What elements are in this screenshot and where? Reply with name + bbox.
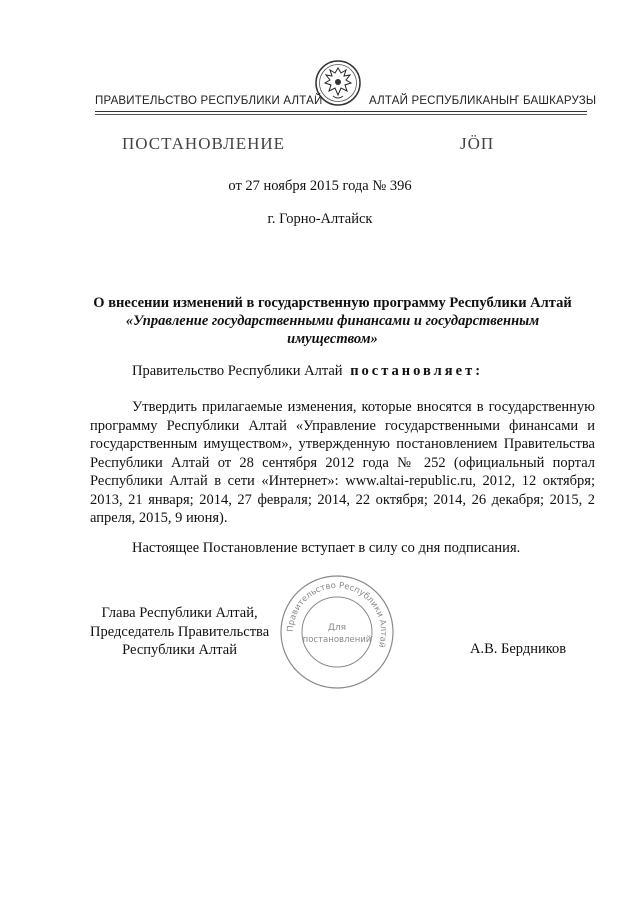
stamp-center-line-1: Для [327, 623, 347, 633]
signatory-title-line-2: Председатель Правительства [90, 623, 270, 640]
body-paragraph-2: Настоящее Постановление вступает в силу со дня подписания. [132, 540, 521, 556]
stamp-center-line-2: постановлений [302, 635, 372, 645]
title-line-1: О внесении изменений в государственную программу Республики Алтай [93, 295, 572, 311]
header-rule-secondary [95, 114, 587, 115]
city-line: г. Горно-Алтайск [267, 211, 373, 227]
header-right-title: АЛТАЙ РЕСПУБЛИКАНЫҤ БАШКАРУЗЫ [369, 95, 597, 107]
signatory-name: А.В. Бердников [470, 641, 567, 657]
date-line: от 27 ноября 2015 года № 396 [228, 178, 412, 194]
doc-type-right: JÖП [460, 134, 495, 153]
decree-line [132, 363, 483, 380]
header-left-title: ПРАВИТЕЛЬСТВО РЕСПУБЛИКИ АЛТАЙ [95, 95, 323, 107]
doc-type-left: ПОСТАНОВЛЕНИЕ [122, 134, 286, 153]
signatory-title [90, 604, 269, 660]
stamp-ring-text: Правительство Республики Алтай [285, 580, 389, 649]
body-paragraph-1: Утвердить прилагаемые изменения, которые вносятся в государственную программу Республики Алтай «Управление государственными финансами и государственным имуществом», утвержденную постановлением Правительства Республики Алтай от 28 сентября 2012 года № 252 (официальный портал Республики Алтай в сети «Интернет»: www.altai-republic.ru, 2012, 12 октября; 2013, 21 января; 2014, 27 февраля; 2014, 22 октября; 2014, 26 декабря; 2015, 2 апреля, 2015, 9 июня). [90, 399, 595, 526]
signatory-title-line-1: Глава Республики Алтай, [101, 605, 258, 621]
signatory-title-line-3: Республики Алтай [122, 642, 237, 658]
official-stamp [278, 573, 396, 691]
title-line-2: «Управление государственными финансами и государственным имуществом» [125, 313, 540, 347]
header-rule [95, 111, 587, 112]
document-title [80, 294, 585, 348]
decree-subject: Правительство Республики Алтай [132, 363, 343, 379]
decree-verb: постановляет: [350, 363, 484, 379]
